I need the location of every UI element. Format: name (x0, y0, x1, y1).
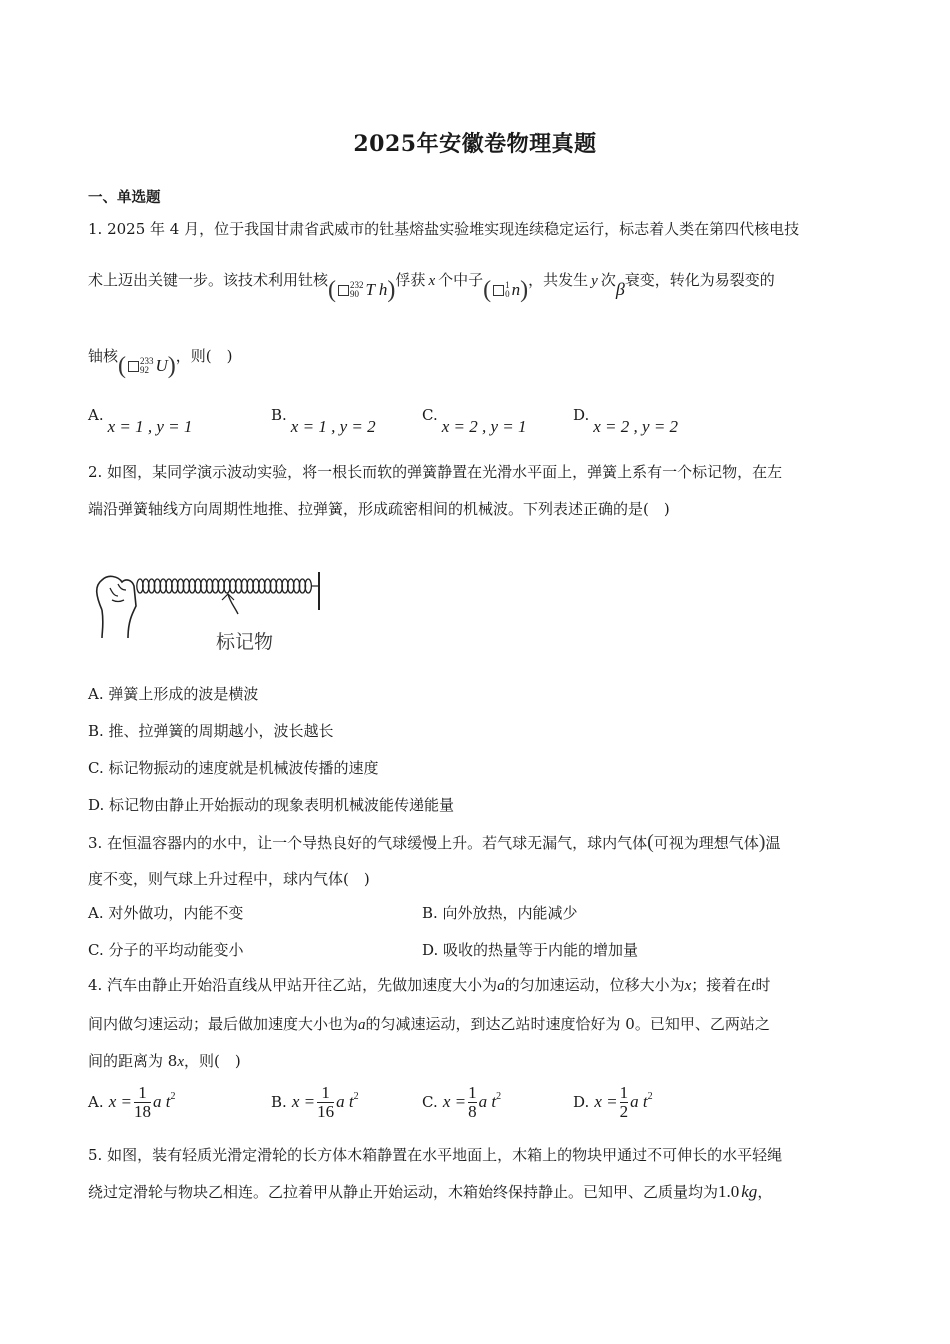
q1-option-d: D.x = 2 , y = 2 (573, 406, 679, 436)
n-symbol: n (511, 280, 521, 299)
q1-line1: 1. 2025 年 4 月，位于我国甘肃省武威市的钍基熔盐实验堆实现连续稳定运行，标志着人类在第四代核电技 (88, 220, 800, 238)
q1-text: 衰变，转化为易裂变的 (624, 271, 775, 289)
q3-line2: 度不变，则气球上升过程中，球内气体( ) (88, 870, 370, 888)
u-z: 92 (140, 365, 150, 375)
q4-option-b: B. x = $\frac{1}{16}$ a $t^2$ (271, 1083, 359, 1121)
q1-text: 术上迈出关键一步。该技术利用钍核 (88, 271, 329, 289)
neutron: ( 1 0 n ) (483, 277, 529, 303)
q1-line3 (88, 346, 233, 379)
marker-line (228, 594, 238, 614)
q3-line1: 3. 在恒温容器内的水中，让一个导热良好的气球缓慢上升。若气球无漏气，球内气体(可视为理想气体)温 (88, 831, 781, 853)
q4-line3: 间的距离为 8x，则( ) (88, 1052, 241, 1070)
q1-text: 次 (600, 271, 616, 289)
q1-option-c: C.x = 2 , y = 1 (422, 406, 527, 436)
marker-label: 标记物 (216, 631, 274, 653)
q4-line1: 4. 汽车由静止开始沿直线从甲站开往乙站，先做加速度大小为a的匀加速运动，位移大小为x；接着在t时 (88, 976, 771, 994)
th-symbol: T h (365, 280, 388, 299)
uranium-nucleus: ( 233 92 U ) (118, 353, 176, 379)
q2-option-d: D. 标记物由静止开始振动的现象表明机械波能传递能量 (88, 796, 455, 814)
n-mass: 1 (505, 280, 510, 290)
q5-line2: 绕过定滑轮与物块乙相连。乙拉着甲从静止开始运动，木箱始终保持静止。已知甲、乙质量均为1.0 kg， (88, 1182, 773, 1201)
q2-option-b: B. 推、拉弹簧的周期越小，波长越长 (88, 722, 334, 740)
q2-option-c: C. 标记物振动的速度就是机械波传播的速度 (88, 759, 379, 777)
q1-option-b: B.x = 1 , y = 2 (271, 406, 376, 436)
q1-option-a: A.x = 1 , y = 1 (88, 406, 193, 436)
spring-figure (88, 566, 328, 658)
q1-text: 个中子 (438, 271, 484, 289)
page-title: 2025年安徽卷物理真题 (353, 131, 597, 157)
th-z: 90 (350, 289, 360, 299)
th-mass: 232 (350, 280, 364, 290)
placeholder-box-icon (128, 361, 139, 372)
q1-text: ，则( ) (175, 347, 233, 365)
spring-coils (137, 579, 312, 593)
q4-option-d: D. x = $\frac{1}{2}$ a $t^2$ (573, 1083, 653, 1121)
q4-option-a: A. x = $\frac{1}{18}$ a $t^2$ (88, 1083, 176, 1121)
var-y: y (591, 273, 598, 289)
thorium-nucleus: ( 232 90 T h ) (328, 277, 396, 303)
q3-option-b: B. 向外放热，内能减少 (422, 904, 578, 922)
q2-option-a: A. 弹簧上形成的波是横波 (88, 685, 259, 703)
q4-option-c: C. x = $\frac{1}{8}$ a $t^2$ (422, 1083, 502, 1121)
u-mass: 233 (140, 356, 154, 366)
var-x: x (428, 273, 436, 289)
u-symbol: U (155, 356, 168, 375)
section-heading: 一、单选题 (88, 189, 161, 206)
q1-text: ，共发生 (528, 271, 589, 289)
placeholder-box-icon (338, 285, 349, 296)
q2-line2: 端沿弹簧轴线方向周期性地推、拉弹簧，形成疏密相间的机械波。下列表述正确的是( ) (88, 500, 670, 518)
q3-option-d: D. 吸收的热量等于内能的增加量 (422, 941, 639, 959)
beta-symbol: β (615, 279, 625, 299)
q3-option-a: A. 对外做功，内能不变 (88, 904, 244, 922)
q5-line1: 5. 如图，装有轻质光滑定滑轮的长方体木箱静置在水平地面上，木箱上的物块甲通过不可伸长的水平轻绳 (88, 1146, 783, 1164)
q1-line2 (88, 270, 775, 303)
q2-line1: 2. 如图，某同学演示波动实验，将一根长而软的弹簧静置在光滑水平面上，弹簧上系有一个标记物，在左 (88, 463, 783, 481)
n-z: 0 (505, 289, 510, 299)
q1-text: 俘获 (395, 271, 426, 289)
q1-text: 铀核 (88, 347, 119, 365)
placeholder-box-icon (493, 285, 504, 296)
q3-option-c: C. 分子的平均动能变小 (88, 941, 244, 959)
q4-line2: 间内做匀速运动；最后做加速度大小也为a的匀减速运动，到达乙站时速度恰好为 0。已知甲、乙两站之 (88, 1015, 770, 1033)
